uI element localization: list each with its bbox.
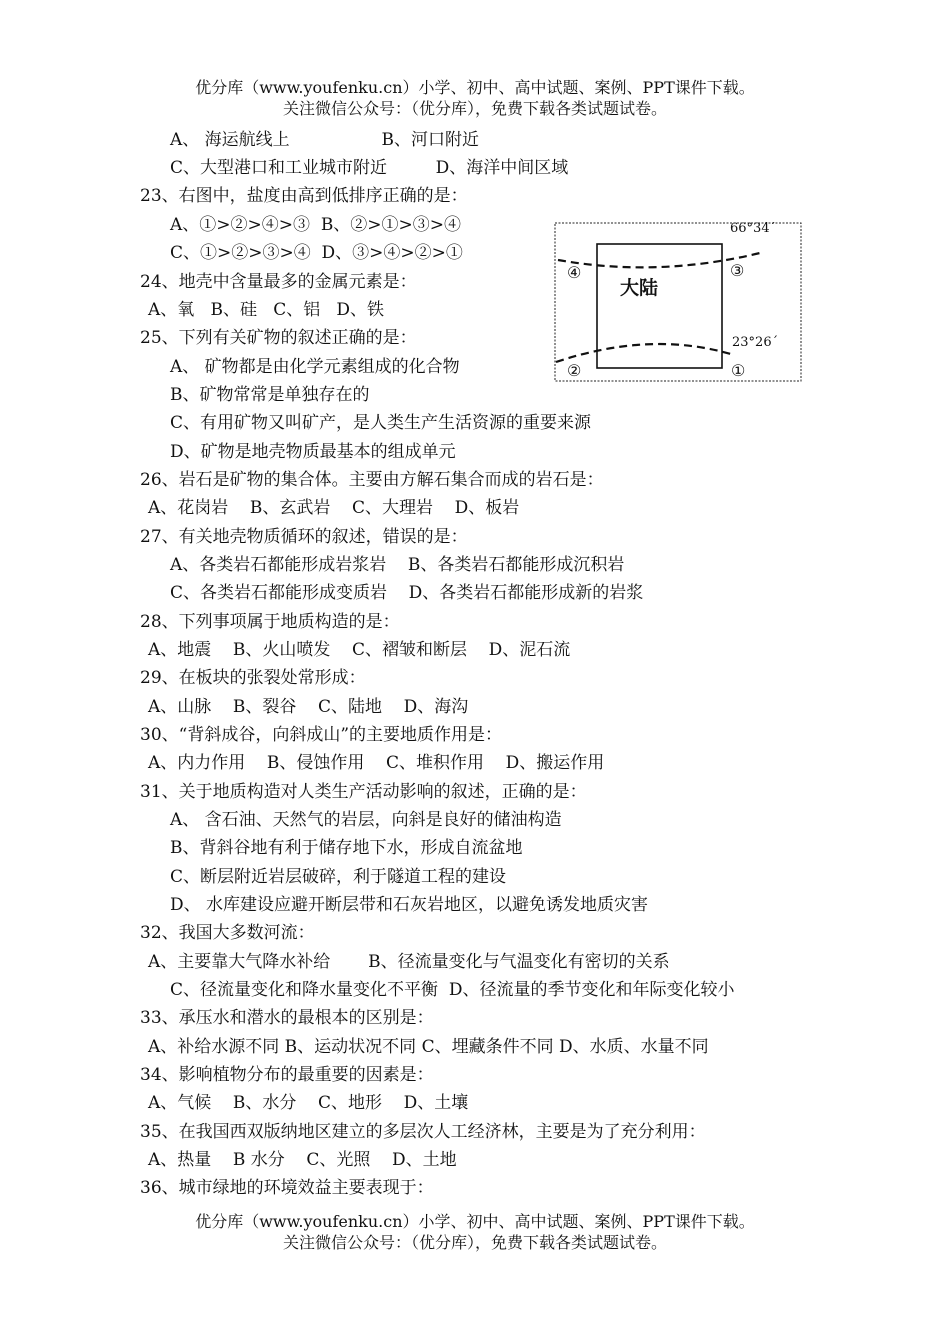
continent-label: 大陆: [620, 277, 659, 299]
latitude-bottom-label: 23°26´: [732, 335, 779, 350]
q25-option-c: C、有用矿物又叫矿产，是人类生产生活资源的重要来源: [170, 413, 592, 433]
q26-options: A、花岗岩 B、玄武岩 C、大理岩 D、板岩: [148, 498, 520, 518]
q25-option-d: D、矿物是地壳物质最基本的组成单元: [170, 442, 456, 462]
q31-stem: 31、关于地质构造对人类生产活动影响的叙述，正确的是：: [140, 782, 587, 802]
q32-options-cd: C、径流量变化和降水量变化不平衡 D、径流量的季节变化和年际变化较小: [170, 980, 735, 1000]
q24-options: A、氧 B、硅 C、铝 D、铁: [148, 300, 385, 320]
q25-stem: 25、下列有关矿物的叙述正确的是：: [140, 328, 417, 348]
lower-isohaline: [556, 344, 734, 362]
q22-options-cd: C、大型港口和工业城市附近 D、海洋中间区域: [170, 158, 569, 178]
q29-options: A、山脉 B、裂谷 C、陆地 D、海沟: [148, 697, 469, 717]
q31-option-d: D、 水库建设应避开断层带和石灰岩地区，以避免诱发地质灾害: [170, 895, 649, 915]
q23-stem: 23、右图中，盐度由高到低排序正确的是：: [140, 186, 468, 206]
q32-stem: 32、我国大多数河流：: [140, 923, 315, 943]
q24-stem: 24、地壳中含量最多的金属元素是：: [140, 272, 417, 292]
latitude-top-label: 66°34´: [730, 222, 777, 236]
footer-line-1: 优分库（www.youfenku.cn）小学、初中、高中试题、案例、PPT课件下载。: [195, 1212, 755, 1231]
q29-stem: 29、在板块的张裂处常形成：: [140, 668, 366, 688]
header-line-1: 优分库（www.youfenku.cn）小学、初中、高中试题、案例、PPT课件下载。: [195, 78, 755, 97]
q31-option-c: C、断层附近岩层破碎，利于隧道工程的建设: [170, 867, 507, 887]
header-line-2: 关注微信公众号：（优分库），免费下载各类试题试卷。: [282, 99, 667, 118]
q27-options-cd: C、各类岩石都能形成变质岩 D、各类岩石都能形成新的岩浆: [170, 583, 644, 603]
mark-4: ④: [567, 263, 582, 282]
q28-stem: 28、下列事项属于地质构造的是：: [140, 612, 400, 632]
q23-options-ab: A、①>②>④>③ B、②>①>③>④: [170, 215, 462, 235]
q26-stem: 26、岩石是矿物的集合体。主要由方解石集合而成的岩石是：: [140, 470, 604, 490]
q35-stem: 35、在我国西双版纳地区建立的多层次人工经济林，主要是为了充分利用：: [140, 1122, 706, 1142]
q32-options-ab: A、主要靠大气降水补给 B、径流量变化与气温变化有密切的关系: [148, 952, 670, 972]
q27-stem: 27、有关地壳物质循环的叙述，错误的是：: [140, 527, 468, 547]
q22-options-ab: A、 海运航线上 B、河口附近: [170, 130, 480, 150]
q30-stem: 30、“背斜成谷，向斜成山”的主要地质作用是：: [140, 725, 503, 745]
salinity-diagram-svg: [554, 222, 802, 382]
q31-option-b: B、背斜谷地有利于储存地下水，形成自流盆地: [170, 838, 523, 858]
salinity-diagram: [554, 222, 802, 382]
q25-option-b: B、矿物常常是单独存在的: [170, 385, 370, 405]
mark-3: ③: [730, 261, 745, 280]
q36-stem: 36、城市绿地的环境效益主要表现于：: [140, 1178, 434, 1198]
q23-options-cd: C、①>②>③>④ D、③>④>②>①: [170, 243, 463, 263]
q34-stem: 34、影响植物分布的最重要的因素是：: [140, 1065, 434, 1085]
mark-1: ①: [731, 361, 746, 380]
footer-line-2: 关注微信公众号：（优分库），免费下载各类试题试卷。: [282, 1233, 667, 1252]
q27-options-ab: A、各类岩石都能形成岩浆岩 B、各类岩石都能形成沉积岩: [170, 555, 625, 575]
q33-options: A、补给水源不同 B、运动状况不同 C、埋藏条件不同 D、水质、水量不同: [148, 1037, 709, 1057]
q25-option-a: A、 矿物都是由化学元素组成的化合物: [170, 357, 460, 377]
q28-options: A、地震 B、火山喷发 C、褶皱和断层 D、泥石流: [148, 640, 571, 660]
mark-2: ②: [567, 361, 582, 380]
q34-options: A、气候 B、水分 C、地形 D、土壤: [148, 1093, 469, 1113]
q35-options: A、热量 B 水分 C、光照 D、土地: [148, 1150, 457, 1170]
q31-option-a: A、 含石油、天然气的岩层，向斜是良好的储油构造: [170, 810, 562, 830]
q33-stem: 33、承压水和潜水的最根本的区别是：: [140, 1008, 434, 1028]
q30-options: A、内力作用 B、侵蚀作用 C、堆积作用 D、搬运作用: [148, 753, 605, 773]
diagram-frame: [555, 223, 801, 381]
